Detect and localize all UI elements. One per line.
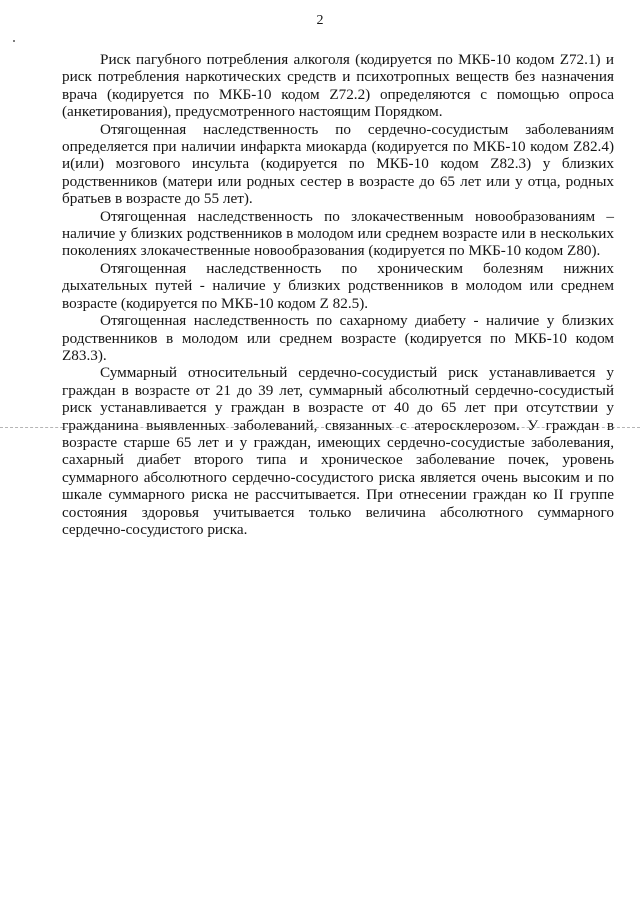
paragraph-cardiovascular-heredity: Отягощенная наследственность по сердечно-сосудистым заболеваниям определяется при наличии инфаркта миокарда (кодируется по МКБ-10 кодом Z82.4) и(или) мозгового инсульта (кодируется по МКБ-10 кодом Z82.3) у близких родственников (матери или родных сестер в возрасте до 65 лет или у отца, родных братьев в возрасте до 55 лет). [62, 120, 614, 208]
page-number: 2 [316, 13, 324, 28]
paragraph-alcohol-drug-risk: Риск пагубного потребления алкоголя (кодируется по МКБ-10 кодом Z72.1) и риск потребления наркотических средств и психотропных веществ без назначения врача (кодируется по МКБ-10 кодом Z72.2) определяются с помощью опроса (анкетирования), предусмотренного настоящим Порядком. [62, 51, 614, 121]
paragraph-total-cardiovascular-risk: Суммарный относительный сердечно-сосудистый риск устанавливается у граждан в возрасте от 21 до 39 лет, суммарный абсолютный сердечно-сосудистый риск устанавливается у граждан в возрасте от 40 до 65 лет при отсутствии у гражданина выявленных заболеваний, связанных с атеросклерозом. У граждан в возрасте старше 65 лет и у граждан, имеющих сердечно-сосудистые заболевания, сахарный диабет второго типа и хроническое заболевание почек, уровень суммарного абсолютного сердечно-сосудистого риска является очень высоким и по шкале суммарного риска не рассчитывается. При отнесении граждан ко II группе состояния здоровья учитывается только величина абсолютного суммарного сердечно-сосудистого риска. [62, 364, 614, 538]
paragraph-oncology-heredity: Отягощенная наследственность по злокачественным новообразованиям – наличие у близких родственников в молодом или среднем возрасте или в нескольких поколениях злокачественные новообразования (кодируется по МКБ-10 кодом Z80). [62, 207, 614, 260]
document-body [62, 51, 614, 538]
scan-speck [13, 40, 15, 42]
scan-artifact-line [0, 427, 640, 428]
paragraph-diabetes-heredity: Отягощенная наследственность по сахарному диабету - наличие у близких родственников в молодом или среднем возрасте (кодируется по МКБ-10 кодом Z83.3). [62, 312, 614, 364]
paragraph-respiratory-heredity: Отягощенная наследственность по хроническим болезням нижних дыхательных путей - наличие у близких родственников в молодом или среднем возрасте (кодируется по МКБ-10 кодом Z 82.5). [62, 259, 614, 312]
